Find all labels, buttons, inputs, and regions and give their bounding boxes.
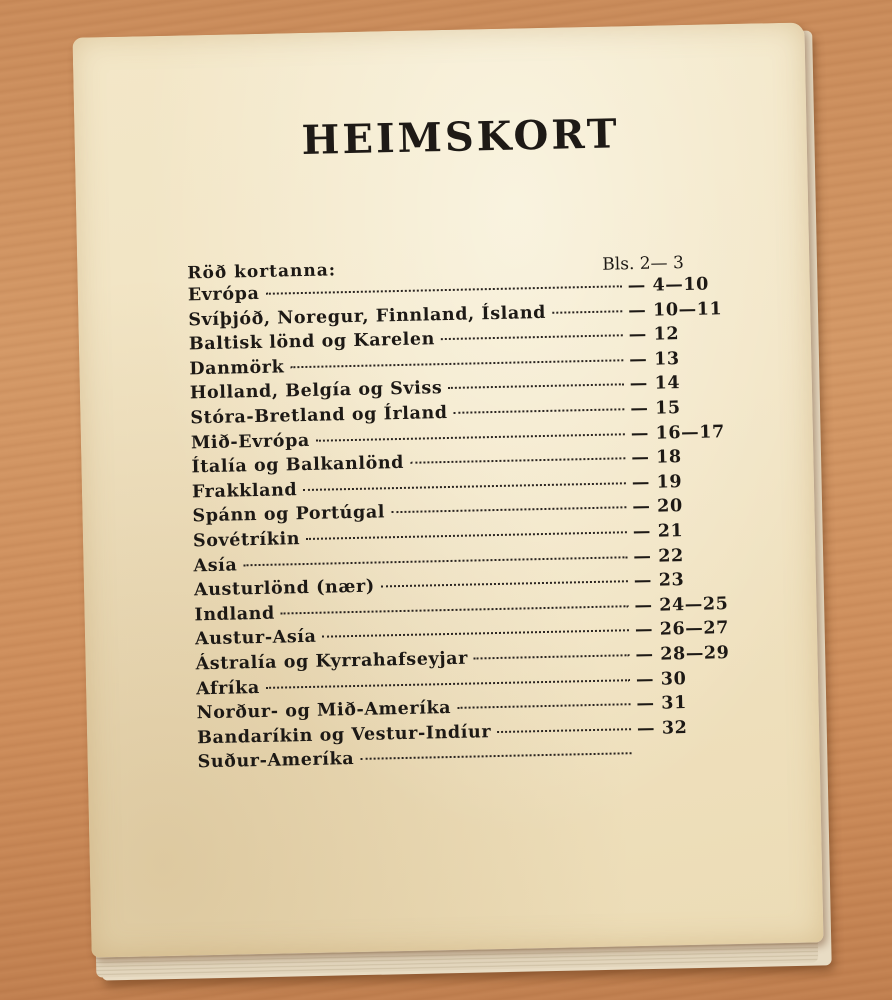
dot-leader (448, 384, 624, 390)
entry-page: — 15 (630, 398, 681, 420)
entry-name: Evrópa (187, 283, 260, 306)
booklet-title: HEIMSKORT (301, 110, 621, 164)
table-of-contents (187, 252, 758, 777)
dot-leader (265, 285, 621, 294)
entry-page: — 21 (632, 521, 684, 543)
entry-page: — 30 (635, 668, 687, 690)
entry-page: — 14 (629, 373, 681, 395)
dot-leader (303, 482, 626, 491)
dot-leader (410, 457, 625, 464)
contents-heading: Röð kortanna: (187, 260, 337, 284)
entry-page: — 20 (632, 496, 683, 518)
entry-name: Asía (193, 554, 238, 576)
dot-leader (454, 408, 625, 414)
entry-name: Baltisk lönd og Karelen (188, 329, 436, 355)
dot-leader (306, 531, 627, 540)
dot-leader (441, 334, 623, 340)
entry-page: — 31 (636, 693, 688, 715)
dot-leader (290, 359, 623, 368)
pages-label: Bls. 2— 3 (602, 253, 685, 275)
entry-page: — 4—10 (627, 274, 710, 297)
dot-leader (381, 580, 628, 587)
dot-leader (474, 654, 630, 659)
entry-name: Ástralía og Kyrrahafseyjar (195, 648, 469, 675)
dot-leader (391, 507, 626, 514)
booklet-cover (72, 22, 823, 957)
dot-leader (281, 605, 629, 614)
entry-name: Suður-Ameríka (197, 749, 355, 773)
entry-name: Stóra-Bretland og Írland (190, 402, 448, 429)
dot-leader (322, 630, 629, 638)
entry-name: Holland, Belgía og Sviss (189, 378, 443, 404)
entry-page: — 26—27 (634, 618, 730, 641)
entry-page: — 16—17 (630, 421, 726, 444)
dot-leader (457, 703, 630, 709)
entry-page: — 24—25 (634, 593, 729, 616)
dot-leader (243, 556, 627, 566)
dot-leader (360, 752, 631, 760)
contents-list (188, 274, 758, 777)
entry-name: Bandaríkin og Vestur-Indíur (196, 721, 492, 748)
dot-leader (497, 728, 631, 733)
entry-name: Indland (194, 603, 276, 626)
entry-name: Austur-Asía (194, 627, 317, 650)
dot-leader (266, 679, 630, 689)
entry-name: Spánn og Portúgal (192, 502, 386, 527)
entry-name: Frakkland (191, 479, 298, 503)
entry-page: — 19 (631, 471, 683, 493)
dot-leader (316, 433, 625, 441)
entry-name: Svíþjóð, Noregur, Finnland, Ísland (188, 302, 547, 330)
entry-name: Austurlönd (nær) (193, 576, 375, 601)
entry-name: Afríka (195, 677, 261, 699)
entry-name: Danmörk (189, 357, 285, 380)
entry-page: — 23 (633, 570, 685, 592)
entry-page: — 32 (636, 717, 688, 739)
entry-page: — 10—11 (628, 298, 723, 321)
entry-name: Ítalía og Balkanlönd (191, 453, 405, 478)
dot-leader (552, 310, 622, 313)
entry-name: Mið-Evrópa (190, 430, 311, 453)
entry-page: — 18 (631, 447, 682, 469)
entry-page: — 12 (628, 324, 680, 346)
entry-name: Sovétríkin (192, 529, 301, 552)
entry-page (638, 756, 758, 759)
entry-page: — 28—29 (635, 643, 730, 666)
entry-page: — 13 (629, 348, 680, 370)
entry-name: Norður- og Mið-Ameríka (196, 698, 452, 724)
entry-page: — 22 (633, 545, 684, 567)
